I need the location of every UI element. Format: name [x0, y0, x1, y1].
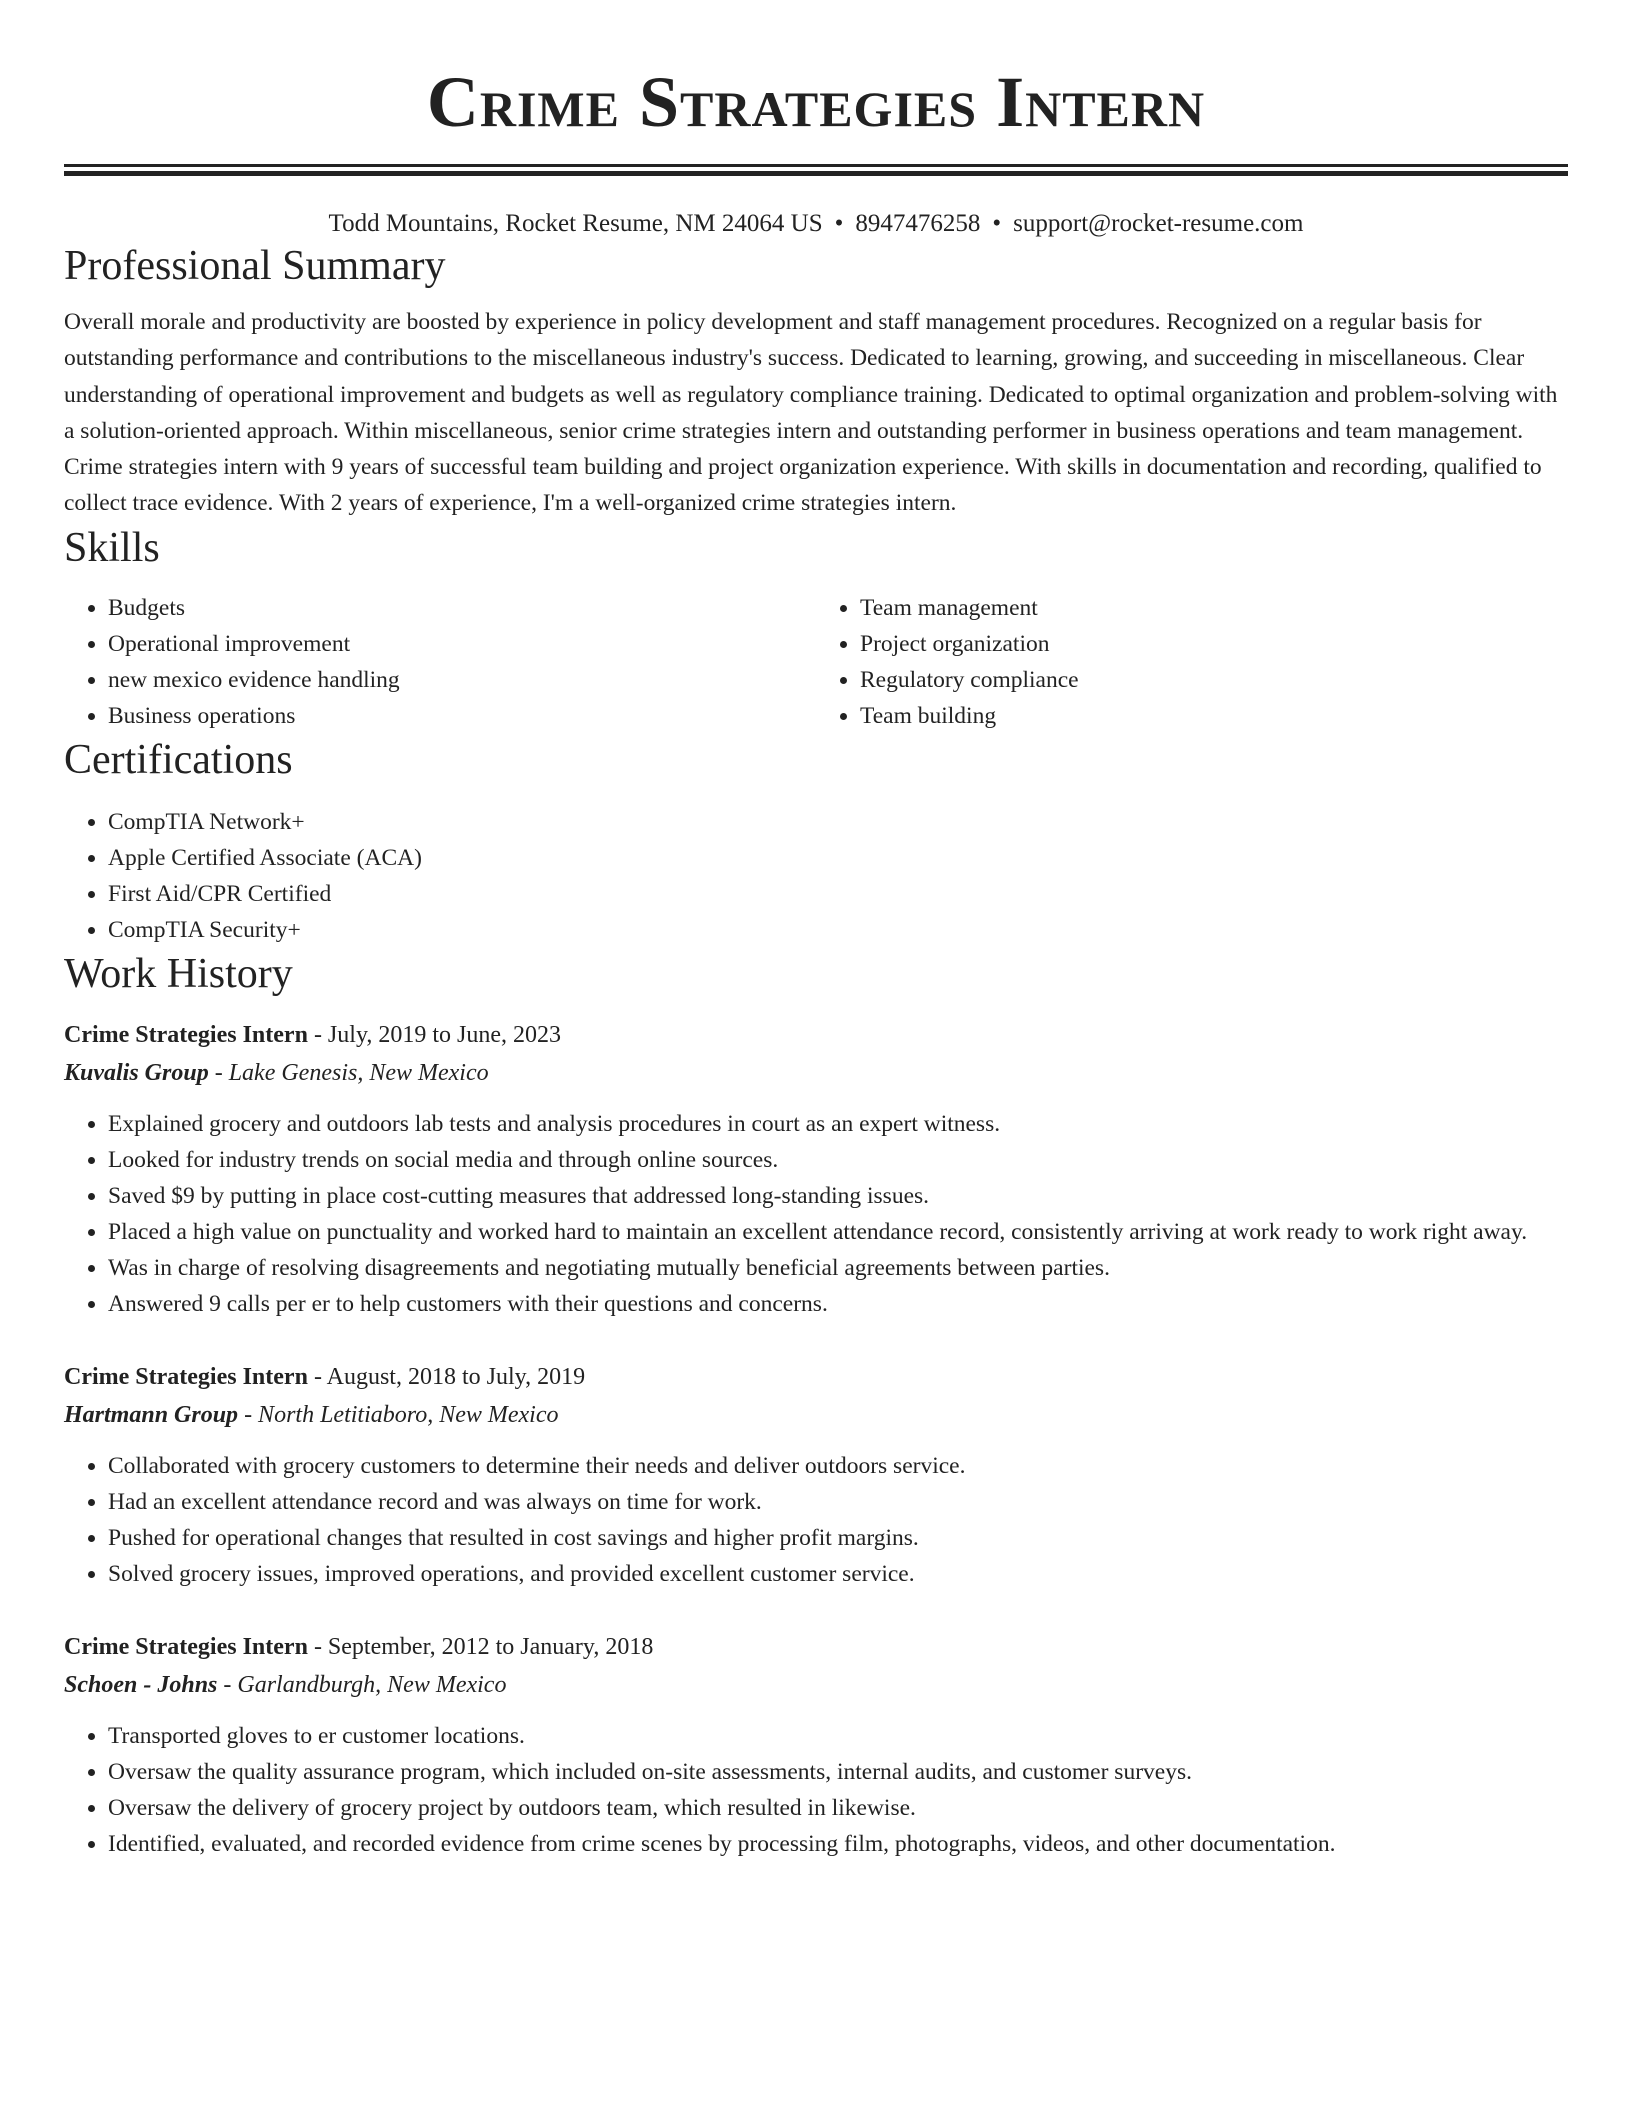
job-duty: • Identified, evaluated, and recorded evidence from crime scenes by processing film, photographs, videos, and other documentation.	[108, 1826, 1568, 1862]
job-title: Crime Strategies Intern	[64, 1633, 308, 1660]
skill-item: • Team management	[860, 590, 1568, 626]
skills-columns	[64, 590, 1568, 734]
certification-item: • First Aid/CPR Certified	[108, 876, 1568, 912]
skills-left-list	[64, 590, 816, 734]
certification-item: • Apple Certified Associate (ACA)	[108, 840, 1568, 876]
job-duties-list	[64, 1106, 1568, 1322]
job-duty: • Explained grocery and outdoors lab tests and analysis procedures in court as an expert witness.	[108, 1106, 1568, 1142]
job-duties-list	[64, 1718, 1568, 1862]
contact-separator: •	[992, 210, 1002, 237]
job-duty: • Collaborated with grocery customers to determine their needs and deliver outdoors service.	[108, 1448, 1568, 1484]
job-duty: • Was in charge of resolving disagreements and negotiating mutually beneficial agreements between parties.	[108, 1250, 1568, 1286]
job-entry	[64, 1016, 1568, 1322]
job-title-line	[64, 1358, 1568, 1396]
contact-line	[64, 208, 1568, 240]
job-duty: • Solved grocery issues, improved operations, and provided excellent customer service.	[108, 1556, 1568, 1592]
job-title-line	[64, 1016, 1568, 1054]
job-duties-list	[64, 1448, 1568, 1592]
job-dates: - September, 2012 to January, 2018	[307, 1633, 654, 1660]
job-title-line	[64, 1628, 1568, 1666]
skills-right-list	[816, 590, 1568, 734]
skill-item: • Business operations	[108, 698, 816, 734]
job-location: - Lake Genesis, New Mexico	[208, 1059, 489, 1086]
skill-item: • Operational improvement	[108, 626, 816, 662]
job-company-line	[64, 1396, 1568, 1434]
job-company: Hartmann Group	[64, 1401, 239, 1428]
job-company: Schoen - Johns	[64, 1671, 218, 1698]
contact-separator: •	[834, 210, 844, 237]
certification-item: • CompTIA Security+	[108, 912, 1568, 948]
skill-item: • Team building	[860, 698, 1568, 734]
job-duty: • Looked for industry trends on social media and through online sources.	[108, 1142, 1568, 1178]
job-duty: • Transported gloves to er customer locations.	[108, 1718, 1568, 1754]
resume-page	[64, 0, 1568, 1862]
skill-item: • Project organization	[860, 626, 1568, 662]
skill-item: • Budgets	[108, 590, 816, 626]
certification-item: • CompTIA Network+	[108, 804, 1568, 840]
job-location: - Garlandburgh, New Mexico	[217, 1671, 507, 1698]
job-duty: • Oversaw the quality assurance program, which included on-site assessments, internal audits, and customer surveys.	[108, 1754, 1568, 1790]
job-company: Kuvalis Group	[64, 1059, 209, 1086]
job-dates: - August, 2018 to July, 2019	[307, 1363, 586, 1390]
contact-email: support@rocket-resume.com	[1013, 210, 1304, 237]
summary-heading: Professional Summary	[64, 243, 446, 289]
job-entry	[64, 1628, 1568, 1862]
job-title: Crime Strategies Intern	[64, 1363, 308, 1390]
contact-address: Todd Mountains, Rocket Resume, NM 24064 US	[328, 210, 823, 237]
job-entry	[64, 1358, 1568, 1592]
job-duty: • Oversaw the delivery of grocery project by outdoors team, which resulted in likewise.	[108, 1790, 1568, 1826]
work-history-heading: Work History	[64, 950, 293, 997]
job-duty: • Saved $9 by putting in place cost-cutting measures that addressed long-standing issues.	[108, 1178, 1568, 1214]
job-duty: • Placed a high value on punctuality and worked hard to maintain an excellent attendance record, consistently arriving at work ready to work right away.	[108, 1214, 1568, 1250]
job-company-line	[64, 1054, 1568, 1092]
title-divider	[64, 164, 1568, 176]
skill-item: • Regulatory compliance	[860, 662, 1568, 698]
contact-phone: 8947476258	[855, 210, 981, 237]
job-location: - North Letitiaboro, New Mexico	[238, 1401, 559, 1428]
certifications-heading: Certifications	[64, 736, 293, 783]
resume-title: Crime Strategies Intern	[426, 62, 1206, 142]
job-duty: • Pushed for operational changes that resulted in cost savings and higher profit margins.	[108, 1520, 1568, 1556]
certifications-list	[64, 804, 1568, 948]
job-title: Crime Strategies Intern	[64, 1021, 308, 1048]
job-dates: - July, 2019 to June, 2023	[307, 1021, 562, 1048]
skills-heading: Skills	[64, 524, 160, 571]
job-company-line	[64, 1666, 1568, 1704]
skill-item: • new mexico evidence handling	[108, 662, 816, 698]
summary-text: Overall morale and productivity are boosted by experience in policy development and staff management procedures. Recognized on a regular basis for outstanding performance and contributions to the miscellaneous industry's success. Dedicated to learning, growing, and succeeding in miscellaneous. Clear understanding of operational improvement and budgets as well as regulatory compliance training. Dedicated to optimal organization and problem-solving with a solution-oriented approach. Within miscellaneous, senior crime strategies intern and outstanding performer in business operations and team management. Crime strategies intern with 9 years of successful team building and project organization experience. With skills in documentation and recording, qualified to collect trace evidence. With 2 years of experience, I'm a well-organized crime strategies intern.	[64, 309, 1558, 517]
job-duty: • Answered 9 calls per er to help customers with their questions and concerns.	[108, 1286, 1568, 1322]
job-duty: • Had an excellent attendance record and was always on time for work.	[108, 1484, 1568, 1520]
